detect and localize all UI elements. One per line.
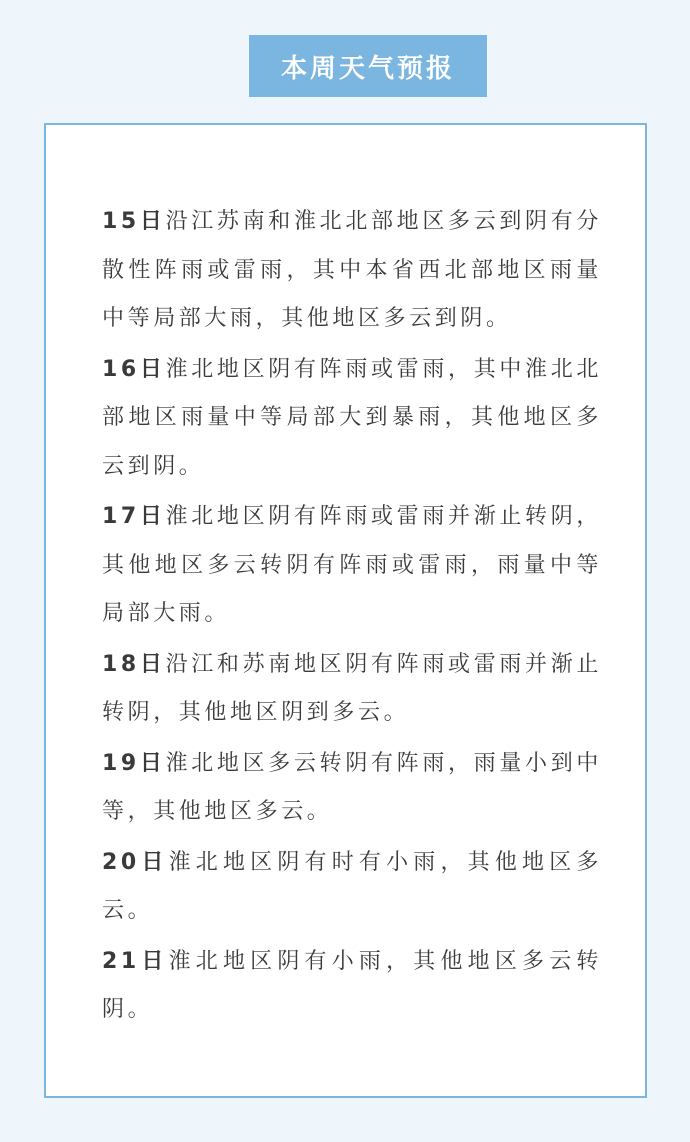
forecast-item-21 bbox=[102, 938, 602, 1035]
forecast-day: 17日 bbox=[102, 504, 166, 529]
forecast-day: 20日 bbox=[102, 849, 169, 875]
forecast-card bbox=[44, 123, 647, 1098]
page-title bbox=[249, 35, 487, 97]
forecast-text: 沿江和苏南地区阴有阵雨或雷雨并渐止转阴，其他地区阴到多云。 bbox=[102, 651, 603, 725]
forecast-day: 15日 bbox=[102, 209, 166, 234]
forecast-list bbox=[102, 198, 602, 1037]
forecast-day: 21日 bbox=[102, 948, 169, 974]
forecast-item-20 bbox=[102, 839, 602, 936]
forecast-item-18 bbox=[102, 641, 602, 738]
forecast-text: 沿江苏南和淮北北部地区多云到阴有分散性阵雨或雷雨，其中本省西北部地区雨量中等局部大雨，其他地区多云到阴。 bbox=[102, 209, 603, 331]
forecast-text: 淮北地区阴有小雨，其他地区多云转阴。 bbox=[102, 948, 602, 1022]
page-title-text: 本周天气预报 bbox=[280, 53, 455, 84]
forecast-item-16 bbox=[102, 346, 602, 492]
forecast-text: 淮北地区阴有阵雨或雷雨并渐止转阴，其他地区多云转阴有阵雨或雷雨，雨量中等局部大雨。 bbox=[102, 504, 603, 626]
forecast-item-17 bbox=[102, 493, 602, 639]
forecast-text: 淮北地区阴有时有小雨，其他地区多云。 bbox=[102, 849, 602, 923]
forecast-text: 淮北地区多云转阴有阵雨，雨量小到中等，其他地区多云。 bbox=[102, 750, 603, 824]
forecast-text: 淮北地区阴有阵雨或雷雨，其中淮北北部地区雨量中等局部大到暴雨，其他地区多云到阴。 bbox=[102, 356, 603, 479]
forecast-item-19 bbox=[102, 740, 602, 837]
forecast-day: 16日 bbox=[102, 356, 166, 382]
forecast-item-15 bbox=[102, 198, 602, 344]
forecast-day: 19日 bbox=[102, 750, 166, 776]
forecast-day: 18日 bbox=[102, 651, 166, 677]
